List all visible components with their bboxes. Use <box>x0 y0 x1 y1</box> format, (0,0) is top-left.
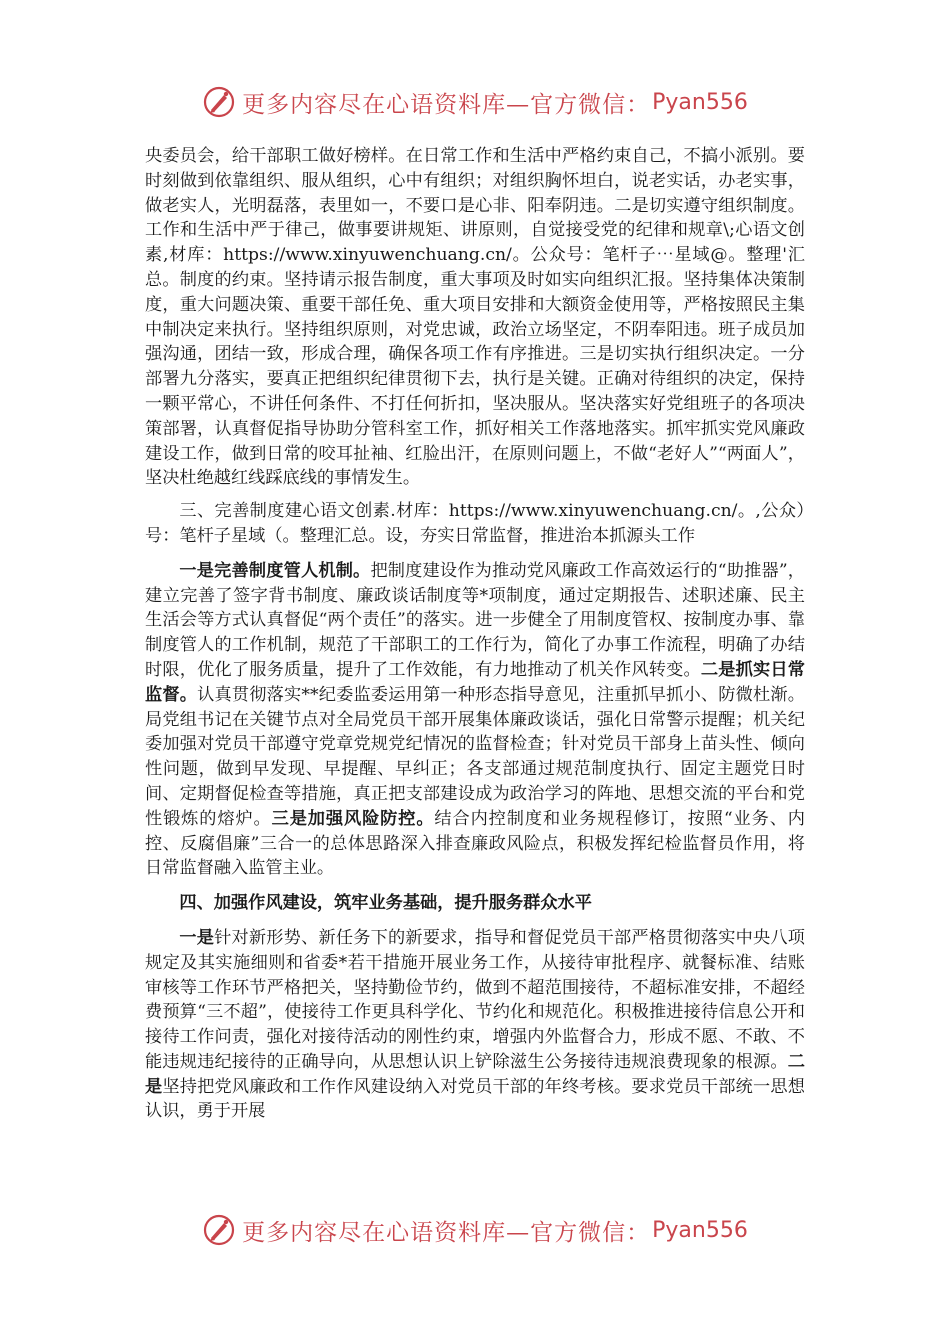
bold-lead-5: 二是 <box>145 1051 805 1097</box>
paragraph-system-supervision <box>145 559 805 881</box>
bold-lead-2: 二是抓实日常监督。 <box>145 659 805 705</box>
section-heading-3: 三、完善制度建心语文创素.材库：https://www.xinyuwenchuang.cn/。,公众）号：笔杆子星域（。整理汇总。设，夯实日常监督，推进治本抓源头工作 <box>145 501 805 546</box>
banner-text: 更多内容尽在心语资料库—官方微信： <box>242 91 651 118</box>
footer-banner <box>0 1210 950 1250</box>
document-body <box>145 144 805 1124</box>
paragraph-work-style <box>145 926 805 1124</box>
paragraph-organization-discipline: 央委员会，给干部职工做好榜样。在日常工作和生活中严格约束自己，不搞小派别。要时刻做到依靠组织、服从组织，心中有组织；对组织胸怀坦白，说老实话，办老实事，做老实人，光明磊落，表里如一，不要口是心非、阳奉阴违。二是切实遵守组织制度。工作和生活中严于律己，做事要讲规矩、讲原则，自觉接受党的纪律和规章\;心语文创素,材库：https://www.xinyuwenchuang.cn/。公众号：笔杆子⋯星域@。整理'汇总。制度的约束。坚持请示报告制度，重大事项及时如实向组织汇报。坚持集体决策制度，重大问题决策、重要干部任免、重大项目安排和大额资金使用等，严格按照民主集中制决定来执行。坚持组织原则，对党忠诚，政治立场坚定，不阴奉阳违。班子成员加强沟通，团结一致，形成合理，确保各项工作有序推进。三是切实执行组织决定。一分部署九分落实，要真正把组织纪律贯彻下去，执行是关键。正确对待组织的决定，保持一颗平常心，不讲任何条件、不打任何折扣，坚决服从。坚决落实好党组班子的各项决策部署，认真督促指导协助分管科室工作，抓好相关工作落地落实。抓牢抓实党风廉政建设工作，做到日常的咬耳扯袖、红脸出汗，在原则问题上，不做“老好人”“两面人”，坚决杜绝越红线踩底线的事情发生。 <box>145 146 805 489</box>
bold-lead-1: 一是完善制度管人机制。 <box>179 560 371 581</box>
paragraph-text-3: 结合内控制度和业务规程修订，按照“业务、内控、反腐倡廉”三合一的总体思路深入排查廉政风险点，积极发挥纪检监督员作用，将日常监督融入监管主业。 <box>145 808 805 879</box>
bold-lead-4: 一是 <box>179 927 215 948</box>
paragraph-text-5: 坚持把党风廉政和工作作风建设纳入对党员干部的年终考核。要求党员干部统一思想认识，勇于开展 <box>145 1076 805 1122</box>
paragraph-text-1: 把制度建设作为推动党风廉政工作高效运行的“助推器”，建立完善了签字背书制度、廉政谈话制度等*项制度，通过定期报告、述职述廉、民主生活会等方式认真督促“两个责任”的落实。进一步健全了用制度管权、按制度办事、靠制度管人的工作机制，规范了干部职工的工作行为，简化了办事工作流程，明确了办结时限，优化了服务质量，提升了工作效能，有力地推动了机关作风转变。 <box>145 560 805 680</box>
section-heading-4: 四、加强作风建设，筑牢业务基础，提升服务群众水平 <box>179 893 592 914</box>
bold-lead-3: 三是加强风险防控。 <box>271 808 435 829</box>
pen-logo-icon <box>202 1213 236 1247</box>
paragraph-text-4: 针对新形势、新任务下的新要求，指导和督促党员干部严格贯彻落实中央八项规定及其实施细则和省委*若干措施开展业务工作，从接待审批程序、就餐标准、结账审核等工作环节严格把关，坚持勤俭节约，做到不超范围接待，不超标准安排，不超经费预算“三不超”，使接待工作更具科学化、节约化和规范化。积极推进接待信息公开和接待工作问责，强化对接待活动的刚性约束，增强内外监督合力，形成不愿、不敢、不能违规违纪接待的正确导向，从思想认识上铲除滋生公务接待违规浪费现象的根源。 <box>145 927 805 1072</box>
pen-logo-icon <box>202 85 236 119</box>
paragraph-text-2: 认真贯彻落实**纪委监委运用第一种形态指导意见，注重抓早抓小、防微杜渐。局党组书记在关键节点对全局党员干部开展集体廉政谈话，强化日常警示提醒；机关纪委加强对党员干部遵守党章党规党纪情况的监督检查；针对党员干部身上苗头性、倾向性问题，做到早发现、早提醒、早纠正；各支部通过规范制度执行、固定主题党日时间、定期督促检查等措施，真正把支部建设成为政治学习的阵地、思想交流的平台和党性锻炼的熔炉。 <box>145 684 805 829</box>
banner-wechat-id: Pyan556 <box>652 1217 748 1243</box>
banner-wechat-id: Pyan556 <box>652 89 748 115</box>
header-banner <box>0 82 950 122</box>
banner-text: 更多内容尽在心语资料库—官方微信： <box>242 1219 651 1246</box>
